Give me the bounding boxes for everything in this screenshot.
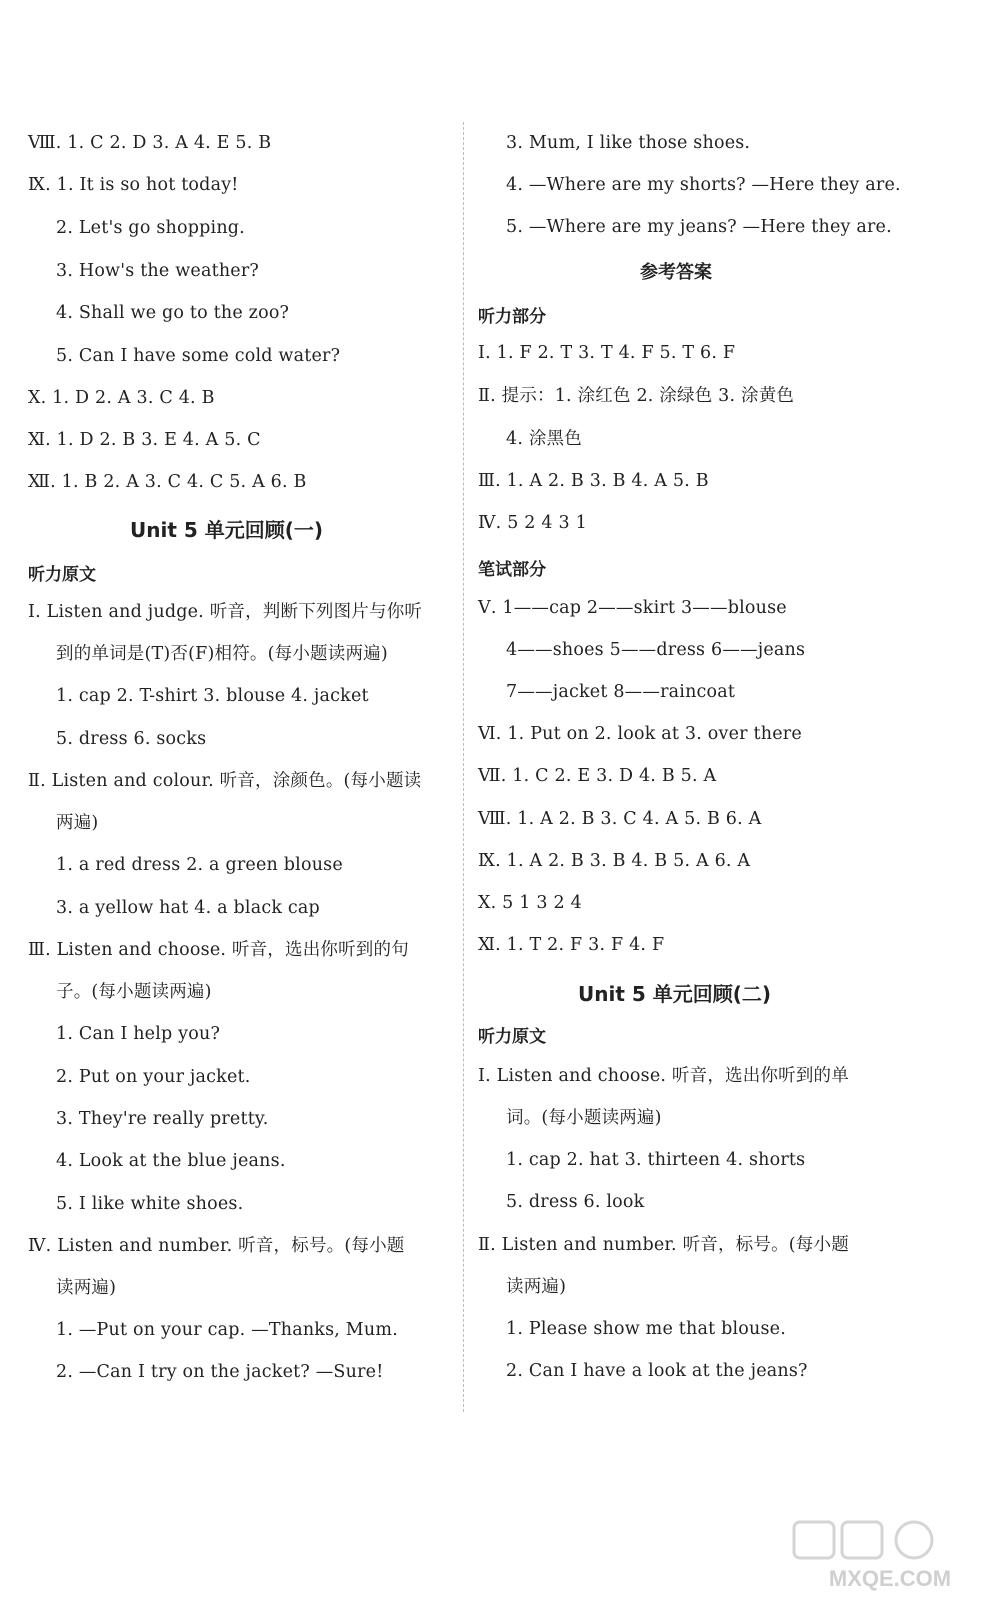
question-line: 1. cap 2. hat 3. thirteen 4. shorts xyxy=(506,1150,806,1170)
answer-line: Ⅹ. 1. D 2. A 3. C 4. B xyxy=(28,388,215,408)
answer-line: Ⅶ. 1. C 2. E 3. D 4. B 5. A xyxy=(478,766,717,786)
question-line: 3. They're really pretty. xyxy=(56,1109,269,1129)
question-line: 到的单词是(T)否(F)相符。(每小题读两遍) xyxy=(56,644,388,664)
watermark-text: MXQE.COM xyxy=(828,1566,952,1591)
question-line: 2. Put on your jacket. xyxy=(56,1067,251,1087)
question-line: 词。(每小题读两遍) xyxy=(506,1108,662,1128)
answer-line: Ⅹ. 5 1 3 2 4 xyxy=(478,893,582,913)
question-line: 读两遍) xyxy=(506,1277,567,1297)
question-line: Ⅱ. Listen and number. 听音，标号。(每小题 xyxy=(478,1235,849,1255)
unit-title: Unit 5 单元回顾(一) xyxy=(130,518,324,542)
section-heading: 听力部分 xyxy=(478,307,546,327)
answer-line: Ⅰ. 1. F 2. T 3. T 4. F 5. T 6. F xyxy=(478,343,736,363)
question-line: 5. dress 6. socks xyxy=(56,729,207,749)
answer-line: 4——shoes 5——dress 6——jeans xyxy=(506,640,806,660)
column-divider xyxy=(463,122,464,1412)
question-line: 1. —Put on your cap. —Thanks, Mum. xyxy=(56,1320,398,1340)
answer-line: 2. Let's go shopping. xyxy=(56,218,245,238)
question-line: 1. Please show me that blouse. xyxy=(506,1319,787,1339)
answer-line: Ⅵ. 1. Put on 2. look at 3. over there xyxy=(478,724,802,744)
question-line: Ⅰ. Listen and judge. 听音，判断下列图片与你听 xyxy=(28,602,423,622)
section-heading: 笔试部分 xyxy=(478,560,546,580)
answer-line: Ⅷ. 1. C 2. D 3. A 4. E 5. B xyxy=(28,133,272,153)
question-line: 1. cap 2. T-shirt 3. blouse 4. jacket xyxy=(56,686,369,706)
answer-line: 7——jacket 8——raincoat xyxy=(506,682,736,702)
question-line: 3. a yellow hat 4. a black cap xyxy=(56,898,320,918)
question-line: 子。(每小题读两遍) xyxy=(56,982,212,1002)
question-line: 1. a red dress 2. a green blouse xyxy=(56,855,343,875)
answer-line: Ⅸ. 1. A 2. B 3. B 4. B 5. A 6. A xyxy=(478,851,751,871)
answer-line: Ⅷ. 1. A 2. B 3. C 4. A 5. B 6. A xyxy=(478,809,762,829)
question-line: Ⅰ. Listen and choose. 听音，选出你听到的单 xyxy=(478,1066,849,1086)
watermark-logo xyxy=(790,1520,980,1592)
question-line: 1. Can I help you? xyxy=(56,1024,221,1044)
answer-line: 5. Can I have some cold water? xyxy=(56,346,341,366)
question-line: 5. dress 6. look xyxy=(506,1192,645,1212)
question-line: 2. —Can I try on the jacket? —Sure! xyxy=(56,1362,384,1382)
answer-line: Ⅸ. 1. It is so hot today! xyxy=(28,175,239,195)
question-line: 4. —Where are my shorts? —Here they are. xyxy=(506,175,901,195)
section-heading: 听力原文 xyxy=(478,1027,546,1047)
answer-line: 3. How's the weather? xyxy=(56,261,259,281)
unit-title: Unit 5 单元回顾(二) xyxy=(578,982,772,1006)
question-line: Ⅳ. Listen and number. 听音，标号。(每小题 xyxy=(28,1236,405,1256)
question-line: 5. I like white shoes. xyxy=(56,1194,244,1214)
section-heading: 听力原文 xyxy=(28,565,96,585)
question-line: 3. Mum, I like those shoes. xyxy=(506,133,751,153)
answer-line: Ⅲ. 1. A 2. B 3. B 4. A 5. B xyxy=(478,471,709,491)
answer-line: 4. 涂黑色 xyxy=(506,429,582,449)
answer-line: Ⅴ. 1——cap 2——skirt 3——blouse xyxy=(478,598,787,618)
answer-line: Ⅺ. 1. T 2. F 3. F 4. F xyxy=(478,935,665,955)
question-line: 5. —Where are my jeans? —Here they are. xyxy=(506,217,892,237)
question-line: 2. Can I have a look at the jeans? xyxy=(506,1361,808,1381)
answer-line: Ⅱ. 提示：1. 涂红色 2. 涂绿色 3. 涂黄色 xyxy=(478,386,795,406)
answer-line: Ⅳ. 5 2 4 3 1 xyxy=(478,513,587,533)
question-line: Ⅱ. Listen and colour. 听音，涂颜色。(每小题读 xyxy=(28,771,422,791)
question-line: 读两遍) xyxy=(56,1278,117,1298)
answer-line: 4. Shall we go to the zoo? xyxy=(56,303,290,323)
answer-line: Ⅺ. 1. D 2. B 3. E 4. A 5. C xyxy=(28,430,261,450)
question-line: 两遍) xyxy=(56,813,99,833)
answers-title: 参考答案 xyxy=(640,262,712,283)
question-line: Ⅲ. Listen and choose. 听音，选出你听到的句 xyxy=(28,940,409,960)
question-line: 4. Look at the blue jeans. xyxy=(56,1151,286,1171)
answer-line: Ⅻ. 1. B 2. A 3. C 4. C 5. A 6. B xyxy=(28,472,307,492)
